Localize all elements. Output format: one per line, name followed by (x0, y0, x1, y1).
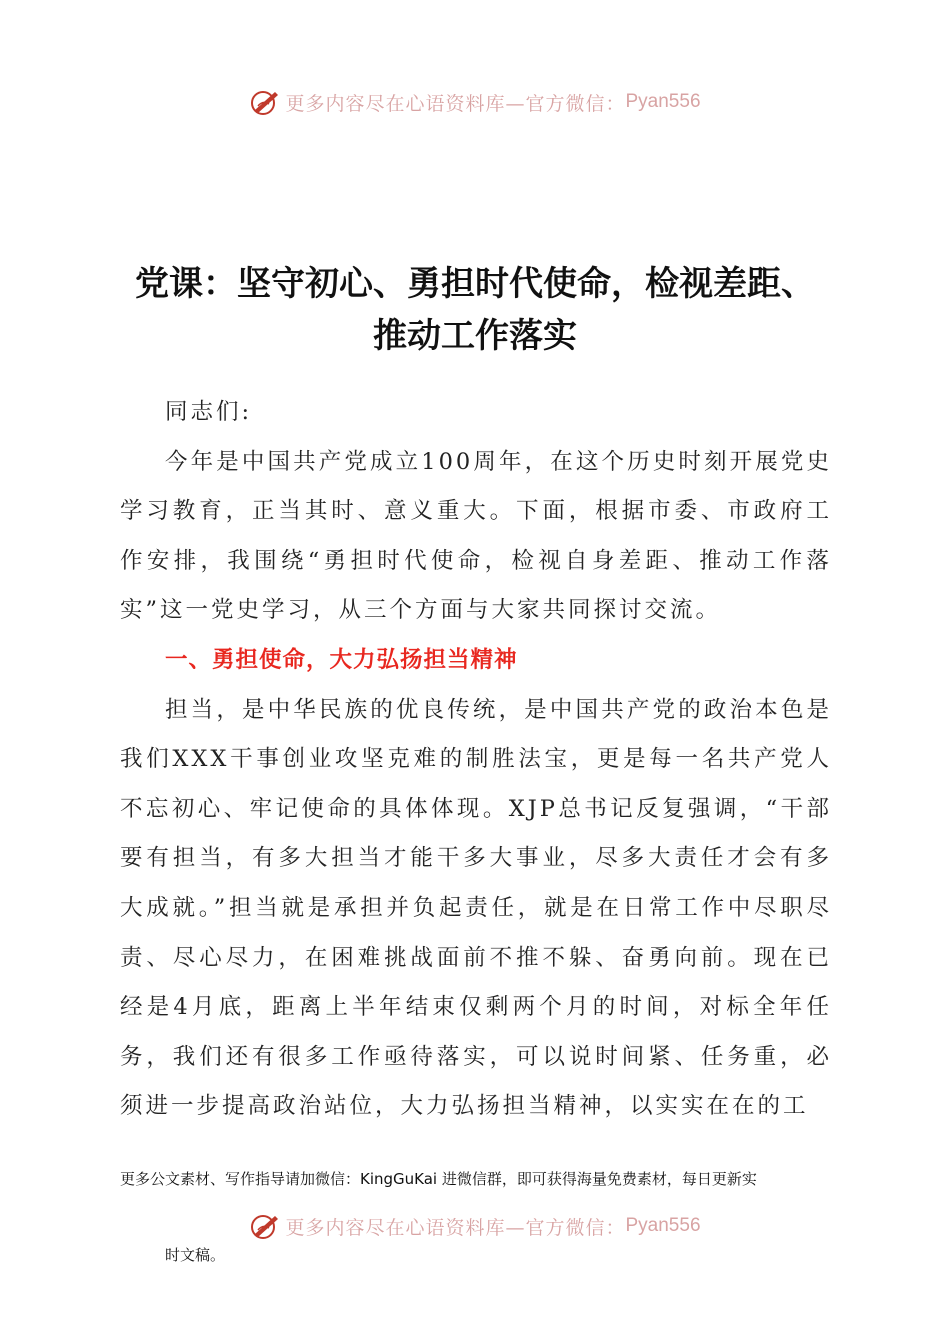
intro-paragraph: 今年是中国共产党成立100周年，在这个历史时刻开展党史学习教育，正当其时、意义重大。下面，根据市委、市政府工作安排，我围绕“勇担时代使命，检视自身差距、推动工作落实”这一党史学习，从三个方面与大家共同探讨交流。 (120, 448, 832, 624)
document-title (90, 258, 860, 362)
watermark-wechat-id: Pyan556 (625, 1215, 701, 1236)
title-line-2: 推动工作落实 (373, 316, 577, 356)
document-body (120, 388, 832, 1132)
title-line-1: 党课：坚守初心、勇担时代使命，检视差距、 (135, 264, 815, 304)
watermark-bottom (0, 1210, 950, 1242)
section-1-paragraph: 担当，是中华民族的优良传统，是中国共产党的政治本色是我们XXX干事创业攻坚克难的制胜法宝，更是每一名共产党人不忘初心、牢记使命的具体体现。XJP总书记反复强调，“干部要有担当，有多大担当才能干多大事业，尽多大责任才会有多大成就。”担当就是承担并负起责任，就是在日常工作中尽职尽责、尽心尽力，在困难挑战面前不推不躲、奋勇向前。现在已经是4月底，距离上半年结束仅剩两个月的时间，对标全年任务，我们还有很多工作亟待落实，可以说时间紧、任务重，必须进一步提高政治站位，大力弘扬担当精神，以实实在在的工 (120, 696, 832, 1120)
footer-note-continued: 时文稿。 (165, 1246, 226, 1264)
watermark-text: 更多内容尽在心语资料库—官方微信： (285, 1216, 626, 1239)
pen-logo-icon (249, 86, 281, 118)
greeting: 同志们: (165, 399, 253, 425)
footer-note: 更多公文素材、写作指导请加微信：KingGuKai 进微信群，即可获得海量免费素材，每日更新实 (120, 1170, 757, 1188)
pen-logo-icon (249, 1210, 281, 1242)
watermark-text: 更多内容尽在心语资料库—官方微信： (285, 92, 626, 115)
section-1-heading: 一、勇担使命，大力弘扬担当精神 (165, 646, 518, 673)
watermark-wechat-id: Pyan556 (625, 91, 701, 112)
watermark-top (0, 86, 950, 118)
